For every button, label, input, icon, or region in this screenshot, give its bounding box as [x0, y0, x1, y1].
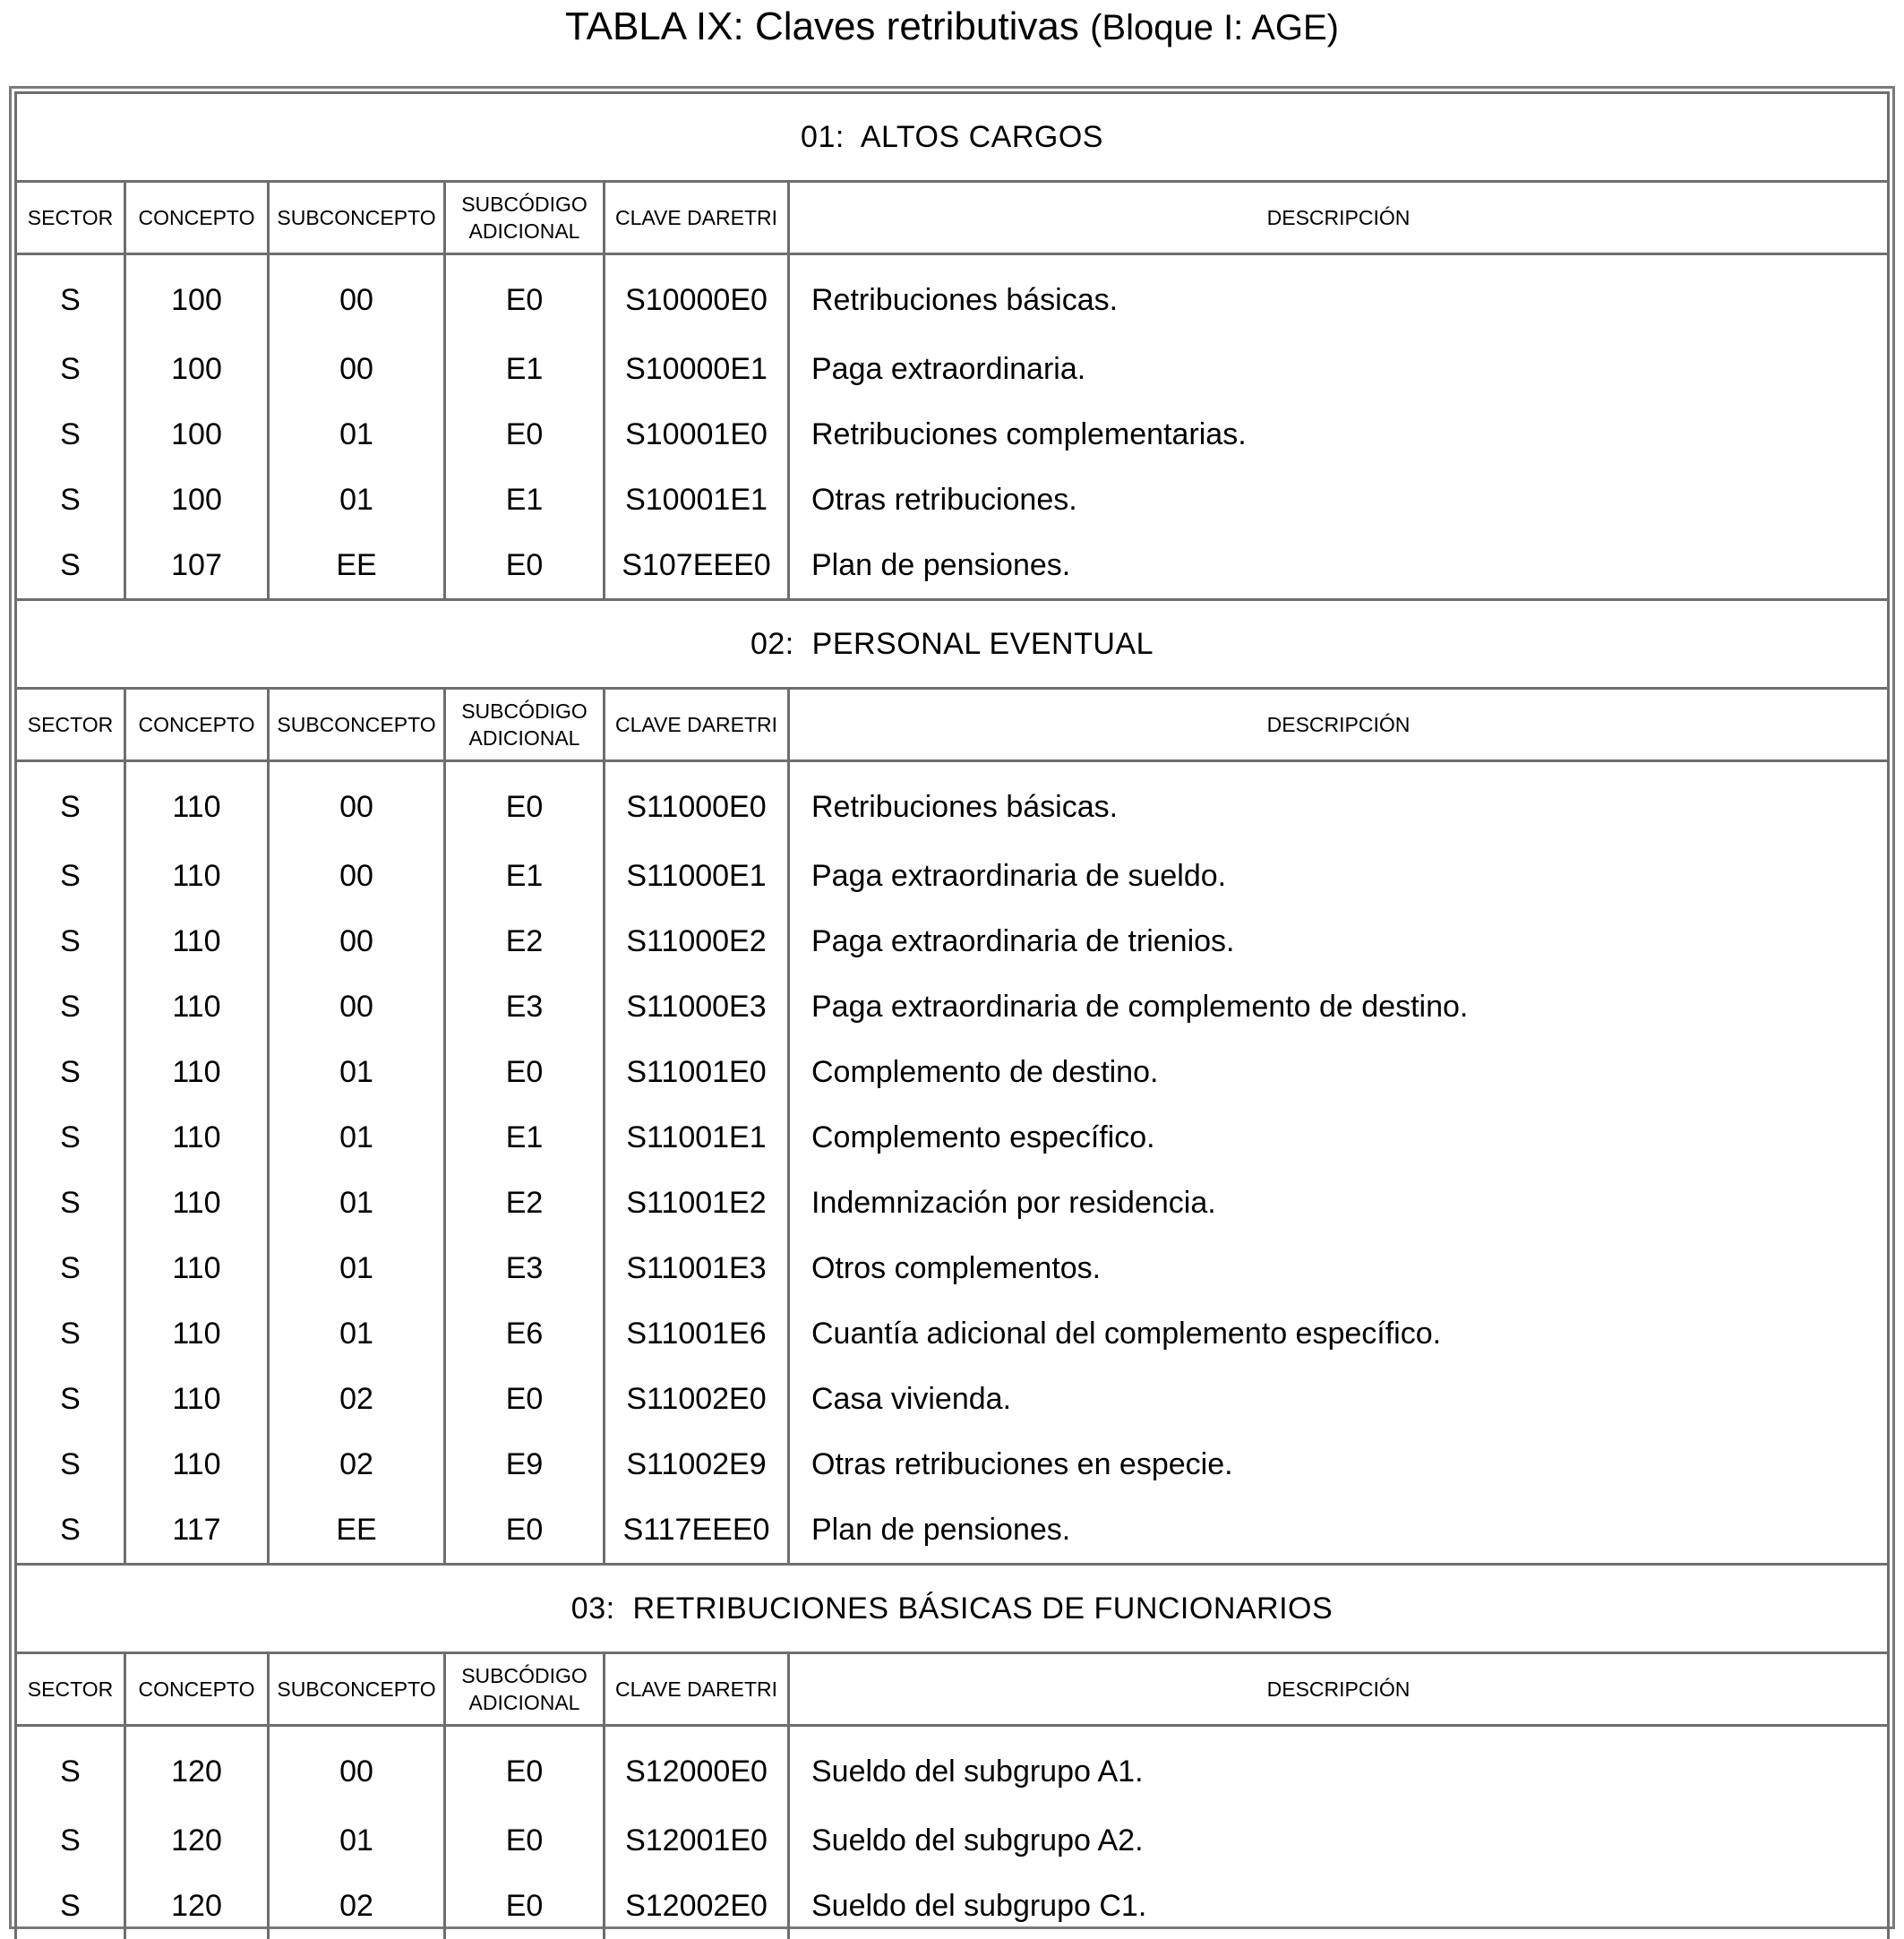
- table-row: [16, 1497, 1889, 1565]
- column-header-descripcion: DESCRIPCIÓN: [789, 182, 1889, 254]
- cell-descripcion: Paga extraordinaria.: [789, 337, 1889, 402]
- cell-subcodigo-adicional: E0: [445, 1040, 605, 1105]
- column-header-concepto: CONCEPTO: [125, 1653, 269, 1726]
- column-header-row: [16, 689, 1889, 761]
- cell-concepto: 117: [125, 1497, 269, 1565]
- column-header-descripcion: DESCRIPCIÓN: [789, 1653, 1889, 1726]
- cell-subcodigo-adicional: E0: [445, 533, 605, 600]
- column-header-sector: SECTOR: [16, 1653, 125, 1726]
- cell-clave-daretri: S12000E0: [605, 1726, 789, 1809]
- cell-clave-daretri: S10000E0: [605, 254, 789, 338]
- cell-subconcepto: 00: [269, 337, 445, 402]
- column-header-subcodigo-adicional: SUBCÓDIGO ADICIONAL: [445, 689, 605, 761]
- cell-concepto: 110: [125, 1171, 269, 1236]
- cell-concepto: 110: [125, 974, 269, 1040]
- column-header-concepto: CONCEPTO: [125, 182, 269, 254]
- cell-subcodigo-adicional: E3: [445, 1236, 605, 1301]
- cell-descripcion: Paga extraordinaria de complemento de destino.: [789, 974, 1889, 1040]
- cell-clave-daretri: S11002E9: [605, 1432, 789, 1497]
- cell-clave-daretri: S11001E0: [605, 1040, 789, 1105]
- cell-subconcepto: 01: [269, 1171, 445, 1236]
- cell-concepto: 100: [125, 337, 269, 402]
- cell-clave-daretri: S12001E0: [605, 1808, 789, 1874]
- table-row: [16, 1236, 1889, 1301]
- cell-subconcepto: 01: [269, 1236, 445, 1301]
- table-row: [16, 761, 1889, 845]
- table-row: [16, 1105, 1889, 1171]
- cell-descripcion: Otras retribuciones en especie.: [789, 1432, 1889, 1497]
- cell-subconcepto: 02: [269, 1432, 445, 1497]
- table-row: [16, 909, 1889, 974]
- cell-concepto: 120: [125, 1874, 269, 1939]
- cell-subconcepto: EE: [269, 1497, 445, 1565]
- cell-subcodigo-adicional: E2: [445, 909, 605, 974]
- cell-subconcepto: 01: [269, 468, 445, 533]
- cell-descripcion: Plan de pensiones.: [789, 1497, 1889, 1565]
- table-row: [16, 1808, 1889, 1874]
- cell-descripcion: Otros complementos.: [789, 1236, 1889, 1301]
- cell-sector: S: [16, 1874, 125, 1939]
- cell-concepto: 110: [125, 1105, 269, 1171]
- cell-concepto: 110: [125, 909, 269, 974]
- table-row: [16, 844, 1889, 909]
- cell-subconcepto: EE: [269, 533, 445, 600]
- table-row: [16, 1726, 1889, 1809]
- title-subtitle: (Bloque I: AGE): [1090, 8, 1339, 47]
- cell-descripcion: Plan de pensiones.: [789, 533, 1889, 600]
- table-frame: [9, 86, 1895, 1929]
- cell-sector: S: [16, 909, 125, 974]
- cell-subconcepto: 00: [269, 844, 445, 909]
- cell-concepto: 110: [125, 1367, 269, 1432]
- cell-clave-daretri: S117EEE0: [605, 1497, 789, 1565]
- cell-sector: S: [16, 1040, 125, 1105]
- table-row: [16, 1367, 1889, 1432]
- cell-clave-daretri: S11000E3: [605, 974, 789, 1040]
- cell-subcodigo-adicional: E2: [445, 1171, 605, 1236]
- cell-clave-daretri: S12002E0: [605, 1874, 789, 1939]
- table-row: [16, 974, 1889, 1040]
- table-row: [16, 1301, 1889, 1367]
- cell-sector: S: [16, 1808, 125, 1874]
- column-header-row: [16, 1653, 1889, 1726]
- cell-subconcepto: 01: [269, 1105, 445, 1171]
- cell-sector: S: [16, 1171, 125, 1236]
- cell-clave-daretri: S11001E1: [605, 1105, 789, 1171]
- column-header-clave-daretri: CLAVE DARETRI: [605, 689, 789, 761]
- column-header-clave-daretri: CLAVE DARETRI: [605, 182, 789, 254]
- column-header-sector: SECTOR: [16, 182, 125, 254]
- column-header-subcodigo-adicional: SUBCÓDIGO ADICIONAL: [445, 1653, 605, 1726]
- cell-concepto: 110: [125, 761, 269, 845]
- cell-concepto: 110: [125, 1301, 269, 1367]
- table-row: [16, 468, 1889, 533]
- cell-sector: S: [16, 1105, 125, 1171]
- cell-descripcion: Sueldo del subgrupo A1.: [789, 1726, 1889, 1809]
- cell-concepto: 110: [125, 844, 269, 909]
- cell-subcodigo-adicional: E1: [445, 337, 605, 402]
- cell-concepto: 110: [125, 1236, 269, 1301]
- cell-descripcion: Indemnización por residencia.: [789, 1171, 1889, 1236]
- cell-sector: S: [16, 1367, 125, 1432]
- cell-subconcepto: 02: [269, 1874, 445, 1939]
- cell-clave-daretri: S11001E3: [605, 1236, 789, 1301]
- page-title: [0, 0, 1904, 54]
- cell-concepto: 100: [125, 254, 269, 338]
- cell-subcodigo-adicional: E0: [445, 1497, 605, 1565]
- cell-sector: S: [16, 254, 125, 338]
- cell-subcodigo-adicional: E0: [445, 254, 605, 338]
- table-row: [16, 337, 1889, 402]
- table-row: [16, 1171, 1889, 1236]
- cell-subcodigo-adicional: E0: [445, 761, 605, 845]
- cell-sector: S: [16, 1497, 125, 1565]
- column-header-subconcepto: SUBCONCEPTO: [269, 1653, 445, 1726]
- cell-descripcion: Sueldo del subgrupo C1.: [789, 1874, 1889, 1939]
- cell-descripcion: Complemento específico.: [789, 1105, 1889, 1171]
- cell-subcodigo-adicional: E0: [445, 1726, 605, 1809]
- column-header-row: [16, 182, 1889, 254]
- section-heading-row: [16, 600, 1889, 689]
- cell-sector: S: [16, 468, 125, 533]
- cell-sector: S: [16, 761, 125, 845]
- table-row: [16, 254, 1889, 338]
- cell-descripcion: Casa vivienda.: [789, 1367, 1889, 1432]
- title-main: TABLA IX: Claves retributivas: [565, 4, 1091, 48]
- cell-subconcepto: 01: [269, 402, 445, 468]
- table-row: [16, 402, 1889, 468]
- cell-descripcion: Paga extraordinaria de sueldo.: [789, 844, 1889, 909]
- cell-subconcepto: 02: [269, 1367, 445, 1432]
- cell-subconcepto: 01: [269, 1301, 445, 1367]
- cell-clave-daretri: S11000E0: [605, 761, 789, 845]
- cell-clave-daretri: S11000E1: [605, 844, 789, 909]
- cell-descripcion: Retribuciones básicas.: [789, 254, 1889, 338]
- table-row: [16, 1432, 1889, 1497]
- cell-subcodigo-adicional: E0: [445, 1874, 605, 1939]
- cell-subconcepto: 00: [269, 909, 445, 974]
- cell-subconcepto: 00: [269, 254, 445, 338]
- cell-subcodigo-adicional: E1: [445, 844, 605, 909]
- cell-subconcepto: 01: [269, 1808, 445, 1874]
- cell-sector: S: [16, 402, 125, 468]
- cell-subconcepto: 00: [269, 974, 445, 1040]
- claves-table: [14, 91, 1890, 1939]
- cell-sector: S: [16, 1432, 125, 1497]
- cell-sector: S: [16, 1726, 125, 1809]
- cell-clave-daretri: S11002E0: [605, 1367, 789, 1432]
- cell-concepto: 100: [125, 402, 269, 468]
- section-heading-row: [16, 93, 1889, 182]
- cell-subcodigo-adicional: E3: [445, 974, 605, 1040]
- cell-sector: S: [16, 1236, 125, 1301]
- column-header-clave-daretri: CLAVE DARETRI: [605, 1653, 789, 1726]
- column-header-subconcepto: SUBCONCEPTO: [269, 689, 445, 761]
- cell-subcodigo-adicional: E0: [445, 402, 605, 468]
- cell-subcodigo-adicional: E6: [445, 1301, 605, 1367]
- table-row: [16, 533, 1889, 600]
- cell-clave-daretri: S11000E2: [605, 909, 789, 974]
- cell-concepto: 120: [125, 1808, 269, 1874]
- cell-clave-daretri: S11001E2: [605, 1171, 789, 1236]
- table-row: [16, 1040, 1889, 1105]
- cell-descripcion: Otras retribuciones.: [789, 468, 1889, 533]
- column-header-descripcion: DESCRIPCIÓN: [789, 689, 1889, 761]
- cell-concepto: 107: [125, 533, 269, 600]
- cell-subcodigo-adicional: E0: [445, 1808, 605, 1874]
- cell-sector: S: [16, 974, 125, 1040]
- section-heading: 03: RETRIBUCIONES BÁSICAS DE FUNCIONARIOS: [16, 1565, 1889, 1653]
- column-header-subconcepto: SUBCONCEPTO: [269, 182, 445, 254]
- cell-subcodigo-adicional: E1: [445, 1105, 605, 1171]
- cell-clave-daretri: S107EEE0: [605, 533, 789, 600]
- section-heading-row: [16, 1565, 1889, 1653]
- cell-concepto: 100: [125, 468, 269, 533]
- cell-subconcepto: 00: [269, 1726, 445, 1809]
- section-heading: 01: ALTOS CARGOS: [16, 93, 1889, 182]
- column-header-concepto: CONCEPTO: [125, 689, 269, 761]
- cell-descripcion: Sueldo del subgrupo A2.: [789, 1808, 1889, 1874]
- cell-clave-daretri: S10000E1: [605, 337, 789, 402]
- cell-subcodigo-adicional: E0: [445, 1367, 605, 1432]
- cell-concepto: 110: [125, 1040, 269, 1105]
- cell-sector: S: [16, 533, 125, 600]
- column-header-subcodigo-adicional: SUBCÓDIGO ADICIONAL: [445, 182, 605, 254]
- cell-subconcepto: 01: [269, 1040, 445, 1105]
- cell-sector: S: [16, 1301, 125, 1367]
- section-heading: 02: PERSONAL EVENTUAL: [16, 600, 1889, 689]
- cell-clave-daretri: S10001E0: [605, 402, 789, 468]
- cell-descripcion: Cuantía adicional del complemento específico.: [789, 1301, 1889, 1367]
- column-header-sector: SECTOR: [16, 689, 125, 761]
- table-row: [16, 1874, 1889, 1939]
- cell-descripcion: Complemento de destino.: [789, 1040, 1889, 1105]
- cell-clave-daretri: S10001E1: [605, 468, 789, 533]
- cell-concepto: 110: [125, 1432, 269, 1497]
- cell-descripcion: Paga extraordinaria de trienios.: [789, 909, 1889, 974]
- cell-clave-daretri: S11001E6: [605, 1301, 789, 1367]
- cell-subconcepto: 00: [269, 761, 445, 845]
- cell-subcodigo-adicional: E9: [445, 1432, 605, 1497]
- cell-descripcion: Retribuciones básicas.: [789, 761, 1889, 845]
- cell-descripcion: Retribuciones complementarias.: [789, 402, 1889, 468]
- cell-concepto: 120: [125, 1726, 269, 1809]
- cell-subcodigo-adicional: E1: [445, 468, 605, 533]
- cell-sector: S: [16, 337, 125, 402]
- cell-sector: S: [16, 844, 125, 909]
